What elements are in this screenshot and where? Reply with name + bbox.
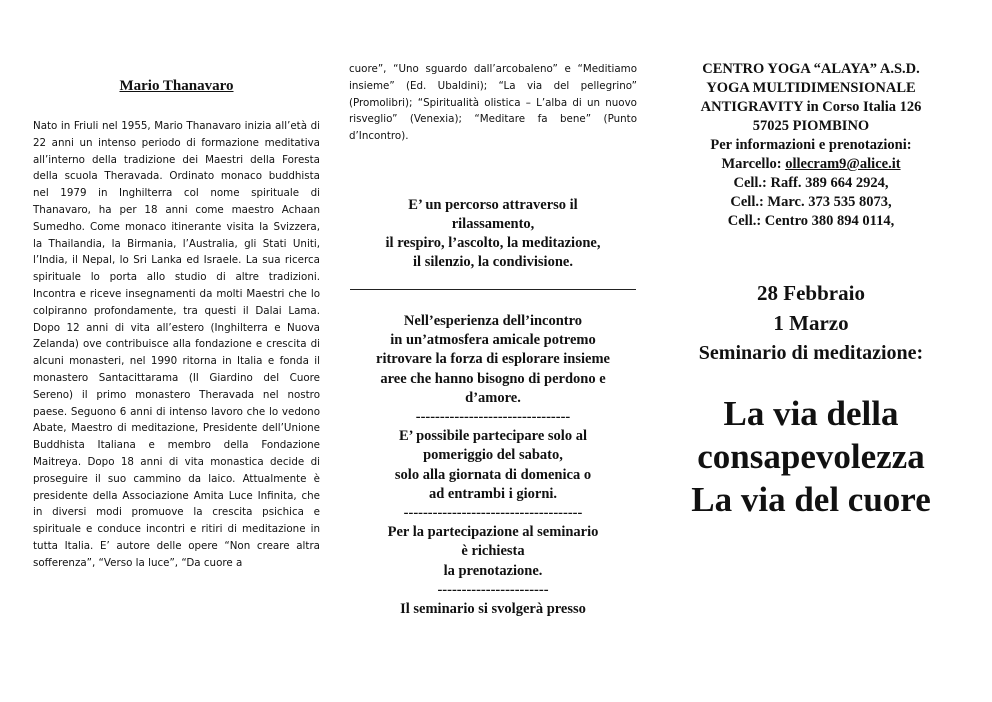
org-city: 57025 PIOMBINO — [752, 118, 870, 134]
org-address: ANTIGRAVITY in Corso Italia 126 — [700, 99, 922, 115]
info-line: Il seminario si svolgerà presso — [400, 601, 586, 618]
info-line: E’ possibile partecipare solo al — [399, 428, 587, 445]
tagline-line: il silenzio, la condivisione. — [413, 254, 573, 270]
info-line: d’amore. — [465, 389, 521, 406]
date-second: 1 Marzo — [773, 311, 849, 335]
organization-info — [672, 60, 950, 231]
info-line: solo alla giornata di domenica o — [394, 466, 592, 483]
tagline-line: rilassamento, — [451, 216, 535, 232]
info-line: è richiesta — [461, 543, 525, 560]
phone-line: Cell.: Raff. 389 664 2924, — [733, 175, 889, 191]
dashed-separator: ------------------------------------- — [403, 505, 583, 522]
phone-line: Cell.: Marc. 373 535 8073, — [730, 194, 892, 210]
email-link[interactable]: ollecram9@alice.it — [785, 156, 901, 172]
info-line: in un’atmosfera amicale potremo — [390, 332, 596, 349]
info-line: Per la partecipazione al seminario — [387, 524, 599, 541]
info-line: pomeriggio del sabato, — [423, 447, 563, 464]
title-line: La via del cuore — [691, 480, 931, 519]
tagline-line: il respiro, l’ascolto, la meditazione, — [385, 235, 601, 251]
tagline-line: E’ un percorso attraverso il — [408, 197, 578, 213]
author-heading: Mario Thanavaro — [119, 78, 234, 94]
author-biography: Nato in Friuli nel 1955, Mario Thanavaro inizia all’età di 22 anni un intenso periodo di formazione meditativa all’interno della tradizione dei Maestri della Foresta della scuola Theravada. Ordinato monaco buddhista nel 1979 in Inghilterra col nome spirituale di Thanavaro, ha per 18 anni come maestro Achaan Sumedho. Come monaco itinerante visita la Svizzera, la Thailandia, la Birmania, l’Australia, gli Stati Uniti, l’India, il Nepal, lo Sri Lanka ed Israele. La sua ricerca spirituale lo porta allo studio di altre tradizioni. Incontra e riceve insegnamenti da molti Maestri che lo colpiranno profondamente, tra questi il Dalai Lama. Dopo 12 anni di vita all’estero (Inghilterra e Nuova Zelanda) ove contribuisce alla fondazione e crescita di alcuni monasteri, nel 1990 ritorna in Italia e fonda il monastero Santacittarama (Il Giardino del Cuore Sereno) il primo monastero Theravada nel nostro paese. Seguono 6 anni di intenso lavoro che lo vedono Abate, Maestro di meditazione, Presidente dell’Unione Buddhista Italiana e membro della Fondazione Maitreya. Dopo 18 anni di vita monastica decide di proseguire il suo cammino da laico. Attualmente è presidente della Associazione Amita Luce Infinita, che in diversi modi promuove la crescita psichica e spirituale e conduce incontri e ritiri di meditazione in tutta Italia. E’ autore delle opere “Non creare altra sofferenza”, “Verso la luce”, “Da cuore a — [33, 120, 320, 569]
section-divider — [350, 289, 636, 290]
phone-line: Cell.: Centro 380 894 0114, — [727, 213, 895, 229]
contact-heading: Per informazioni e prenotazioni: — [710, 137, 912, 153]
dashed-separator: -------------------------------- — [415, 409, 571, 426]
biography-continued: cuore”, “Uno sguardo dall’arcobaleno” e “Meditiamo insieme” (Ed. Ubaldini); “La via del pellegrino” (Promolibri); “Spiritualità olistica – L’alba di un nuovo risveglio” (Venexia); “Meditare fa bene” (Punto d’Incontro). — [349, 63, 637, 143]
info-line: ritrovare la forza di esplorare insieme — [376, 351, 610, 368]
event-dates — [672, 278, 950, 368]
seminar-label: Seminario di meditazione: — [698, 342, 924, 364]
date-first: 28 Febbraio — [757, 281, 865, 305]
seminar-info — [349, 312, 637, 619]
info-line: aree che hanno bisogno di perdono e — [380, 370, 606, 387]
info-line: la prenotazione. — [443, 562, 543, 579]
seminar-title — [672, 392, 950, 521]
org-subtitle: YOGA MULTIDIMENSIONALE — [706, 80, 916, 96]
org-name: CENTRO YOGA “ALAYA” A.S.D. — [702, 61, 920, 77]
email-label: Marcello: — [721, 156, 786, 172]
title-line: La via della — [723, 394, 899, 433]
dashed-separator: ----------------------- — [437, 581, 549, 598]
email-line — [672, 155, 950, 174]
title-line: consapevolezza — [697, 437, 925, 476]
info-line: ad entrambi i giorni. — [428, 485, 558, 502]
seminar-tagline — [349, 196, 637, 272]
info-line: Nell’esperienza dell’incontro — [403, 313, 583, 329]
